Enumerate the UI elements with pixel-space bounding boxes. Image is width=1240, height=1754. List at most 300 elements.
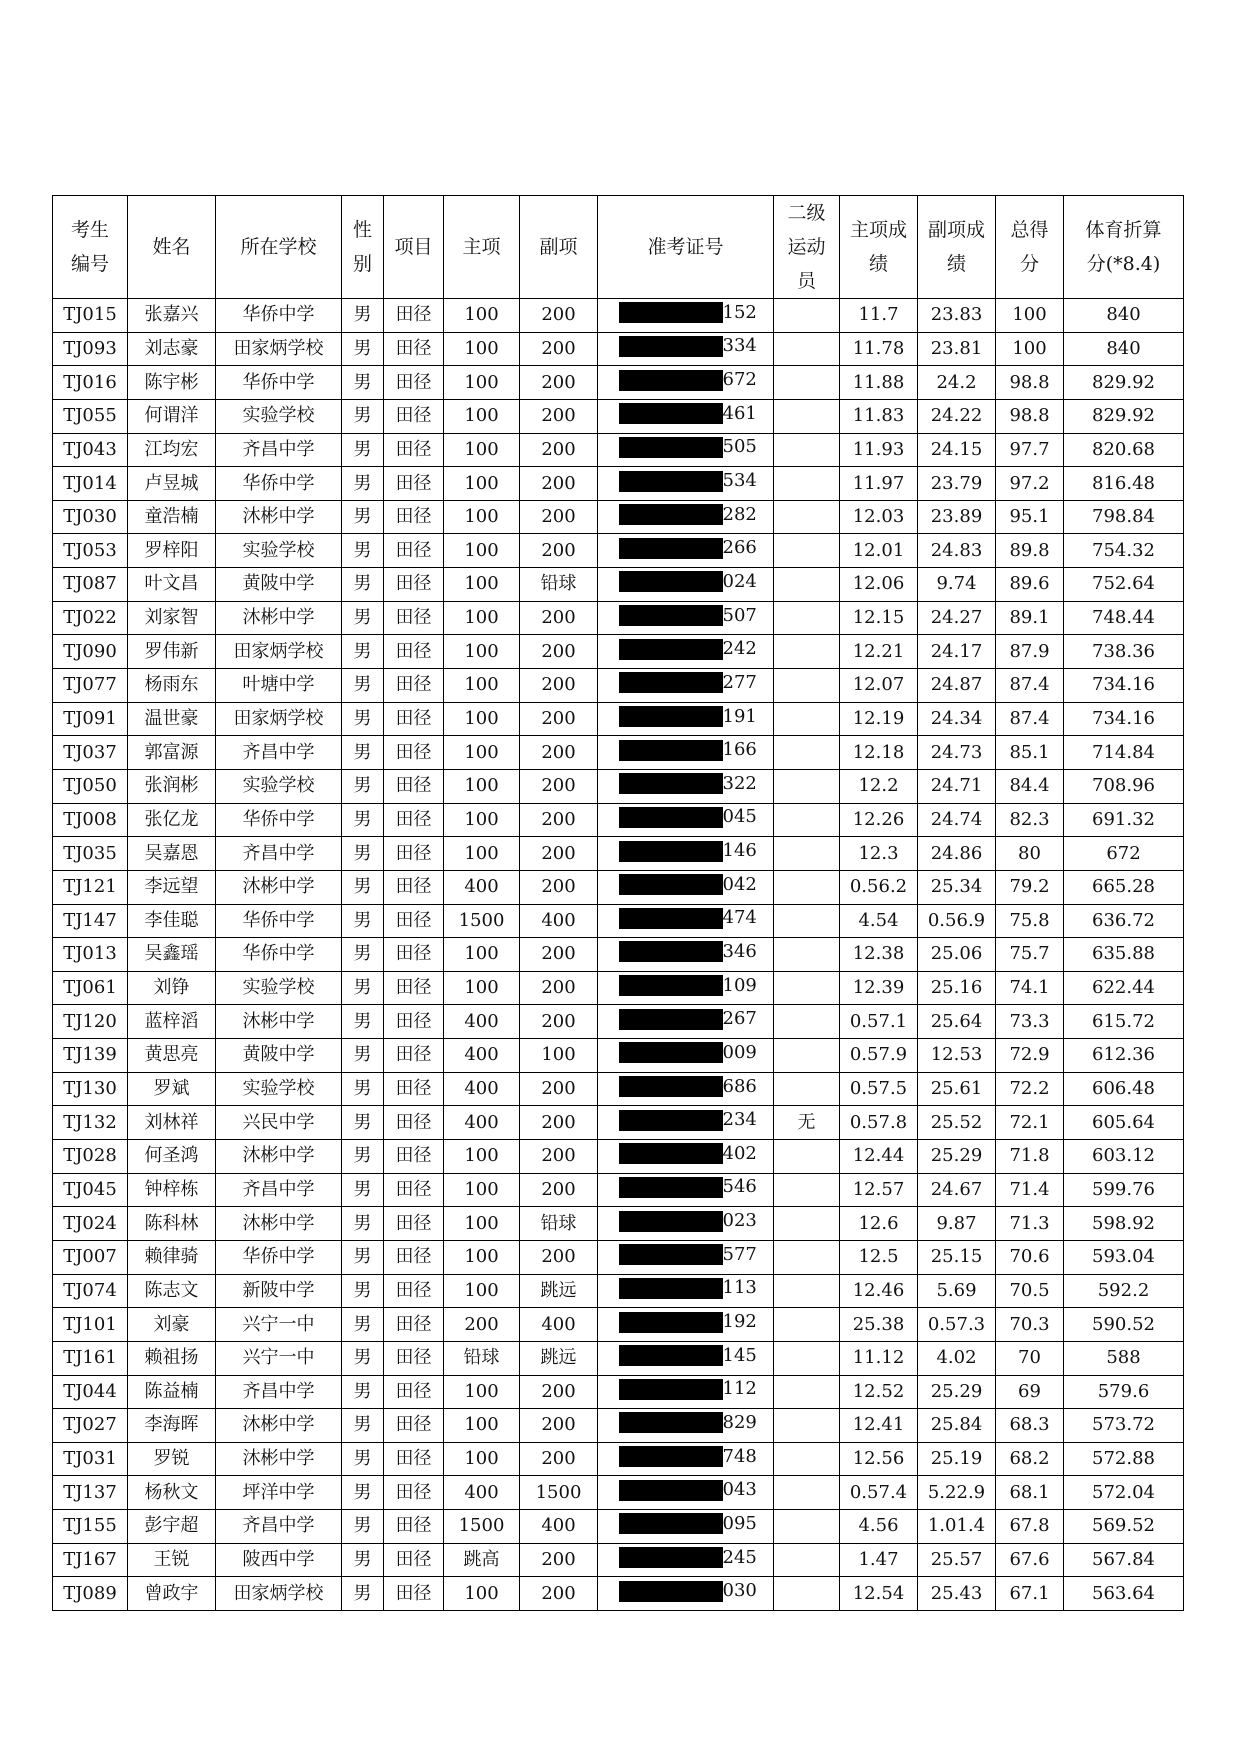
main-score-cell: 12.41 — [840, 1409, 918, 1443]
header-school — [216, 196, 342, 299]
gender-cell: 男 — [342, 1510, 384, 1544]
main-score-cell: 0.57.9 — [840, 1039, 918, 1073]
table-row — [53, 1341, 1184, 1375]
level2-athlete-cell — [774, 467, 840, 501]
exam-number-suffix: 334 — [722, 335, 757, 357]
category-cell: 田径 — [384, 1140, 444, 1174]
category-cell: 田径 — [384, 467, 444, 501]
redaction-bar — [619, 571, 723, 592]
sub-event-cell: 200 — [520, 332, 598, 366]
exam-number-cell — [598, 1577, 774, 1611]
redaction-bar — [619, 841, 723, 862]
exam-number-cell — [598, 1005, 774, 1039]
category-cell: 田径 — [384, 534, 444, 568]
name-cell: 刘家智 — [128, 601, 216, 635]
level2-athlete-cell — [774, 870, 840, 904]
main-score-cell: 1.47 — [840, 1543, 918, 1577]
name-cell: 陈科林 — [128, 1207, 216, 1241]
school-cell: 齐昌中学 — [216, 433, 342, 467]
candidate-id-cell: TJ044 — [53, 1375, 128, 1409]
table-row — [53, 803, 1184, 837]
gender-cell: 男 — [342, 1072, 384, 1106]
exam-number-suffix: 266 — [722, 537, 757, 559]
sub-event-cell: 400 — [520, 904, 598, 938]
gender-cell: 男 — [342, 1341, 384, 1375]
exam-number-cell — [598, 1207, 774, 1241]
category-cell: 田径 — [384, 904, 444, 938]
header-text: 编号 — [70, 253, 109, 275]
school-cell: 华侨中学 — [216, 366, 342, 400]
level2-athlete-cell — [774, 769, 840, 803]
redacted-exam-number — [619, 1277, 757, 1299]
name-cell: 张润彬 — [128, 769, 216, 803]
total-score-cell: 68.3 — [996, 1409, 1064, 1443]
total-score-cell: 87.4 — [996, 702, 1064, 736]
level2-athlete-cell — [774, 904, 840, 938]
table-row — [53, 837, 1184, 871]
name-cell: 卢昱城 — [128, 467, 216, 501]
exam-number-cell — [598, 1409, 774, 1443]
level2-athlete-cell — [774, 1476, 840, 1510]
main-score-cell: 12.03 — [840, 500, 918, 534]
redaction-bar — [619, 941, 723, 962]
sub-score-cell: 5.69 — [918, 1274, 996, 1308]
redaction-bar — [619, 1042, 723, 1063]
level2-athlete-cell — [774, 1207, 840, 1241]
pe-converted-score-cell: 603.12 — [1064, 1140, 1184, 1174]
category-cell: 田径 — [384, 1476, 444, 1510]
table-row — [53, 1375, 1184, 1409]
school-cell: 沐彬中学 — [216, 500, 342, 534]
main-event-cell: 100 — [444, 433, 520, 467]
table-row — [53, 568, 1184, 602]
exam-number-suffix: 577 — [722, 1243, 757, 1265]
total-score-cell: 95.1 — [996, 500, 1064, 534]
redacted-exam-number — [619, 436, 757, 458]
exam-number-cell — [598, 1442, 774, 1476]
total-score-cell: 85.1 — [996, 736, 1064, 770]
level2-athlete-cell — [774, 971, 840, 1005]
school-cell: 华侨中学 — [216, 904, 342, 938]
main-event-cell: 100 — [444, 971, 520, 1005]
name-cell: 赖祖扬 — [128, 1341, 216, 1375]
candidate-id-cell: TJ016 — [53, 366, 128, 400]
redacted-exam-number — [619, 940, 757, 962]
category-cell: 田径 — [384, 366, 444, 400]
table-row — [53, 534, 1184, 568]
table-row — [53, 399, 1184, 433]
pe-converted-score-cell: 752.64 — [1064, 568, 1184, 602]
main-score-cell: 0.57.8 — [840, 1106, 918, 1140]
name-cell: 黄思亮 — [128, 1039, 216, 1073]
main-event-cell: 100 — [444, 1173, 520, 1207]
redacted-exam-number — [619, 1176, 757, 1198]
exam-number-cell — [598, 1140, 774, 1174]
header-text: 副项成 — [927, 219, 985, 241]
main-score-cell: 12.3 — [840, 837, 918, 871]
redaction-bar — [619, 538, 723, 559]
sub-event-cell: 200 — [520, 1543, 598, 1577]
main-event-cell: 100 — [444, 568, 520, 602]
sub-score-cell: 23.83 — [918, 299, 996, 333]
category-cell: 田径 — [384, 299, 444, 333]
school-cell: 沐彬中学 — [216, 1005, 342, 1039]
exam-number-cell — [598, 702, 774, 736]
pe-converted-score-cell: 563.64 — [1064, 1577, 1184, 1611]
school-cell: 齐昌中学 — [216, 1510, 342, 1544]
category-cell: 田径 — [384, 803, 444, 837]
redaction-bar — [619, 1278, 723, 1299]
name-cell: 何谓洋 — [128, 399, 216, 433]
exam-number-cell — [598, 1106, 774, 1140]
sub-score-cell: 25.19 — [918, 1442, 996, 1476]
level2-athlete-cell — [774, 299, 840, 333]
candidate-id-cell: TJ050 — [53, 769, 128, 803]
level2-athlete-cell — [774, 1543, 840, 1577]
sub-score-cell: 25.84 — [918, 1409, 996, 1443]
school-cell: 齐昌中学 — [216, 837, 342, 871]
table-row — [53, 904, 1184, 938]
total-score-cell: 70 — [996, 1341, 1064, 1375]
category-cell: 田径 — [384, 1341, 444, 1375]
exam-number-cell — [598, 1274, 774, 1308]
sub-event-cell: 200 — [520, 399, 598, 433]
category-cell: 田径 — [384, 1409, 444, 1443]
level2-athlete-cell — [774, 1308, 840, 1342]
name-cell: 杨雨东 — [128, 669, 216, 703]
redacted-exam-number — [619, 537, 757, 559]
main-event-cell: 400 — [444, 1005, 520, 1039]
main-event-cell: 100 — [444, 1140, 520, 1174]
redacted-exam-number — [619, 301, 757, 323]
candidate-id-cell: TJ161 — [53, 1341, 128, 1375]
level2-athlete-cell — [774, 1240, 840, 1274]
redacted-exam-number — [619, 1109, 757, 1131]
name-cell: 杨秋文 — [128, 1476, 216, 1510]
gender-cell: 男 — [342, 803, 384, 837]
name-cell: 何圣鸿 — [128, 1140, 216, 1174]
table-row — [53, 1106, 1184, 1140]
category-cell: 田径 — [384, 837, 444, 871]
main-event-cell: 400 — [444, 1476, 520, 1510]
total-score-cell: 89.6 — [996, 568, 1064, 602]
main-score-cell: 12.46 — [840, 1274, 918, 1308]
exam-number-suffix: 505 — [722, 436, 757, 458]
main-score-cell: 11.97 — [840, 467, 918, 501]
gender-cell: 男 — [342, 837, 384, 871]
redaction-bar — [619, 605, 723, 626]
level2-athlete-cell — [774, 938, 840, 972]
redaction-bar — [619, 437, 723, 458]
redacted-exam-number — [619, 1445, 757, 1467]
redacted-exam-number — [619, 671, 757, 693]
table-row — [53, 467, 1184, 501]
sub-score-cell: 4.02 — [918, 1341, 996, 1375]
table-row — [53, 1543, 1184, 1577]
exam-number-cell — [598, 1240, 774, 1274]
redacted-exam-number — [619, 1008, 757, 1030]
level2-athlete-cell — [774, 1005, 840, 1039]
redacted-exam-number — [619, 503, 757, 525]
candidate-id-cell: TJ061 — [53, 971, 128, 1005]
redacted-exam-number — [619, 1311, 757, 1333]
sub-score-cell: 23.89 — [918, 500, 996, 534]
candidate-id-cell: TJ077 — [53, 669, 128, 703]
name-cell: 刘林祥 — [128, 1106, 216, 1140]
main-event-cell: 100 — [444, 601, 520, 635]
redaction-bar — [619, 302, 723, 323]
exam-number-cell — [598, 1476, 774, 1510]
gender-cell: 男 — [342, 769, 384, 803]
name-cell: 童浩楠 — [128, 500, 216, 534]
redaction-bar — [619, 1312, 723, 1333]
total-score-cell: 97.2 — [996, 467, 1064, 501]
main-score-cell: 12.19 — [840, 702, 918, 736]
main-score-cell: 12.15 — [840, 601, 918, 635]
exam-number-suffix: 672 — [722, 369, 757, 391]
exam-number-suffix: 023 — [722, 1210, 757, 1232]
pe-converted-score-cell: 579.6 — [1064, 1375, 1184, 1409]
category-cell: 田径 — [384, 1274, 444, 1308]
header-category — [384, 196, 444, 299]
sub-event-cell: 跳远 — [520, 1274, 598, 1308]
header-row — [53, 196, 1184, 299]
gender-cell: 男 — [342, 870, 384, 904]
level2-athlete-cell — [774, 1173, 840, 1207]
redacted-exam-number — [619, 470, 757, 492]
redaction-bar — [619, 1076, 723, 1097]
school-cell: 沐彬中学 — [216, 870, 342, 904]
header-text: 所在学校 — [240, 236, 317, 258]
exam-number-suffix: 192 — [722, 1311, 757, 1333]
category-cell: 田径 — [384, 702, 444, 736]
sub-event-cell: 200 — [520, 1577, 598, 1611]
sub-score-cell: 24.74 — [918, 803, 996, 837]
table-row — [53, 1207, 1184, 1241]
redacted-exam-number — [619, 1142, 757, 1164]
table-row — [53, 1442, 1184, 1476]
table-row — [53, 1409, 1184, 1443]
exam-number-suffix: 009 — [722, 1041, 757, 1063]
main-event-cell: 100 — [444, 938, 520, 972]
main-score-cell: 12.06 — [840, 568, 918, 602]
total-score-cell: 71.8 — [996, 1140, 1064, 1174]
sub-event-cell: 100 — [520, 1039, 598, 1073]
redaction-bar — [619, 336, 723, 357]
sub-event-cell: 200 — [520, 1442, 598, 1476]
level2-athlete-cell — [774, 1341, 840, 1375]
pe-converted-score-cell: 622.44 — [1064, 971, 1184, 1005]
main-score-cell: 12.21 — [840, 635, 918, 669]
main-score-cell: 12.07 — [840, 669, 918, 703]
header-sub-event — [520, 196, 598, 299]
main-event-cell: 1500 — [444, 904, 520, 938]
school-cell: 齐昌中学 — [216, 1375, 342, 1409]
candidate-id-cell: TJ043 — [53, 433, 128, 467]
total-score-cell: 69 — [996, 1375, 1064, 1409]
redacted-exam-number — [619, 1075, 757, 1097]
exam-number-cell — [598, 467, 774, 501]
pe-converted-score-cell: 829.92 — [1064, 399, 1184, 433]
header-text: 分 — [1019, 253, 1039, 275]
school-cell: 实验学校 — [216, 769, 342, 803]
main-score-cell: 12.5 — [840, 1240, 918, 1274]
name-cell: 叶文昌 — [128, 568, 216, 602]
exam-number-cell — [598, 332, 774, 366]
candidate-id-cell: TJ155 — [53, 1510, 128, 1544]
candidate-id-cell: TJ014 — [53, 467, 128, 501]
sub-score-cell: 25.57 — [918, 1543, 996, 1577]
main-event-cell: 100 — [444, 837, 520, 871]
exam-number-suffix: 112 — [722, 1378, 757, 1400]
exam-number-cell — [598, 500, 774, 534]
table-row — [53, 332, 1184, 366]
sub-event-cell: 跳远 — [520, 1341, 598, 1375]
gender-cell: 男 — [342, 332, 384, 366]
header-text: 员 — [796, 270, 816, 292]
exam-number-suffix: 748 — [722, 1445, 757, 1467]
candidate-id-cell: TJ120 — [53, 1005, 128, 1039]
level2-athlete-cell — [774, 534, 840, 568]
exam-number-cell — [598, 1341, 774, 1375]
level2-athlete-cell — [774, 803, 840, 837]
school-cell: 实验学校 — [216, 534, 342, 568]
sub-event-cell: 200 — [520, 1005, 598, 1039]
gender-cell: 男 — [342, 1375, 384, 1409]
sub-event-cell: 400 — [520, 1308, 598, 1342]
gender-cell: 男 — [342, 1039, 384, 1073]
main-score-cell: 12.38 — [840, 938, 918, 972]
pe-converted-score-cell: 598.92 — [1064, 1207, 1184, 1241]
candidate-id-cell: TJ022 — [53, 601, 128, 635]
level2-athlete-cell — [774, 601, 840, 635]
name-cell: 曾政宇 — [128, 1577, 216, 1611]
category-cell: 田径 — [384, 1207, 444, 1241]
table-row — [53, 1140, 1184, 1174]
exam-number-cell — [598, 1072, 774, 1106]
pe-converted-score-cell: 665.28 — [1064, 870, 1184, 904]
exam-number-cell — [598, 904, 774, 938]
main-score-cell: 0.57.5 — [840, 1072, 918, 1106]
gender-cell: 男 — [342, 467, 384, 501]
main-event-cell: 100 — [444, 1577, 520, 1611]
school-cell: 叶塘中学 — [216, 669, 342, 703]
total-score-cell: 68.2 — [996, 1442, 1064, 1476]
sub-event-cell: 200 — [520, 467, 598, 501]
sub-event-cell: 200 — [520, 1072, 598, 1106]
sub-score-cell: 24.83 — [918, 534, 996, 568]
level2-athlete-cell — [774, 1510, 840, 1544]
exam-number-suffix: 146 — [722, 840, 757, 862]
total-score-cell: 79.2 — [996, 870, 1064, 904]
exam-number-cell — [598, 837, 774, 871]
redacted-exam-number — [619, 369, 757, 391]
redaction-bar — [619, 1412, 723, 1433]
main-score-cell: 12.39 — [840, 971, 918, 1005]
sub-event-cell: 200 — [520, 803, 598, 837]
table-row — [53, 938, 1184, 972]
level2-athlete-cell — [774, 1274, 840, 1308]
redaction-bar — [619, 403, 723, 424]
level2-athlete-cell — [774, 837, 840, 871]
total-score-cell: 67.1 — [996, 1577, 1064, 1611]
exam-number-suffix: 042 — [722, 873, 757, 895]
pe-converted-score-cell: 573.72 — [1064, 1409, 1184, 1443]
level2-athlete-cell — [774, 635, 840, 669]
redaction-bar — [619, 504, 723, 525]
header-text: 绩 — [868, 253, 888, 275]
category-cell: 田径 — [384, 1072, 444, 1106]
pe-converted-score-cell: 636.72 — [1064, 904, 1184, 938]
level2-athlete-cell — [774, 1442, 840, 1476]
sub-event-cell: 200 — [520, 769, 598, 803]
pe-converted-score-cell: 593.04 — [1064, 1240, 1184, 1274]
total-score-cell: 72.1 — [996, 1106, 1064, 1140]
table-row — [53, 1274, 1184, 1308]
name-cell: 江均宏 — [128, 433, 216, 467]
exam-number-suffix: 829 — [722, 1411, 757, 1433]
header-text: 项目 — [394, 236, 433, 258]
header-text: 性 — [352, 219, 372, 241]
header-main-score — [840, 196, 918, 299]
name-cell: 陈宇彬 — [128, 366, 216, 400]
level2-athlete-cell — [774, 1072, 840, 1106]
gender-cell: 男 — [342, 1140, 384, 1174]
header-text: 考生 — [70, 219, 109, 241]
sub-event-cell: 200 — [520, 534, 598, 568]
level2-athlete-cell — [774, 399, 840, 433]
main-score-cell: 12.01 — [840, 534, 918, 568]
sub-score-cell: 24.73 — [918, 736, 996, 770]
candidate-id-cell: TJ132 — [53, 1106, 128, 1140]
main-score-cell: 0.57.1 — [840, 1005, 918, 1039]
candidate-id-cell: TJ167 — [53, 1543, 128, 1577]
redaction-bar — [619, 1244, 723, 1265]
pe-converted-score-cell: 816.48 — [1064, 467, 1184, 501]
table-row — [53, 971, 1184, 1005]
pe-converted-score-cell: 569.52 — [1064, 1510, 1184, 1544]
pe-converted-score-cell: 606.48 — [1064, 1072, 1184, 1106]
main-event-cell: 100 — [444, 1375, 520, 1409]
category-cell: 田径 — [384, 1173, 444, 1207]
redacted-exam-number — [619, 402, 757, 424]
main-score-cell: 0.57.4 — [840, 1476, 918, 1510]
main-score-cell: 12.56 — [840, 1442, 918, 1476]
gender-cell: 男 — [342, 1409, 384, 1443]
pe-converted-score-cell: 592.2 — [1064, 1274, 1184, 1308]
sub-event-cell: 铅球 — [520, 1207, 598, 1241]
level2-athlete-cell — [774, 1375, 840, 1409]
total-score-cell: 98.8 — [996, 399, 1064, 433]
exam-number-suffix: 245 — [722, 1546, 757, 1568]
redaction-bar — [619, 471, 723, 492]
sub-score-cell: 23.81 — [918, 332, 996, 366]
sub-event-cell: 400 — [520, 1510, 598, 1544]
main-event-cell: 100 — [444, 299, 520, 333]
sub-score-cell: 12.53 — [918, 1039, 996, 1073]
pe-converted-score-cell: 567.84 — [1064, 1543, 1184, 1577]
exam-number-cell — [598, 1510, 774, 1544]
category-cell: 田径 — [384, 769, 444, 803]
sub-score-cell: 24.2 — [918, 366, 996, 400]
name-cell: 张嘉兴 — [128, 299, 216, 333]
table-row — [53, 1577, 1184, 1611]
exam-number-cell — [598, 1543, 774, 1577]
redaction-bar — [619, 706, 723, 727]
sub-event-cell: 200 — [520, 1106, 598, 1140]
main-event-cell: 100 — [444, 669, 520, 703]
school-cell: 田家炳学校 — [216, 635, 342, 669]
